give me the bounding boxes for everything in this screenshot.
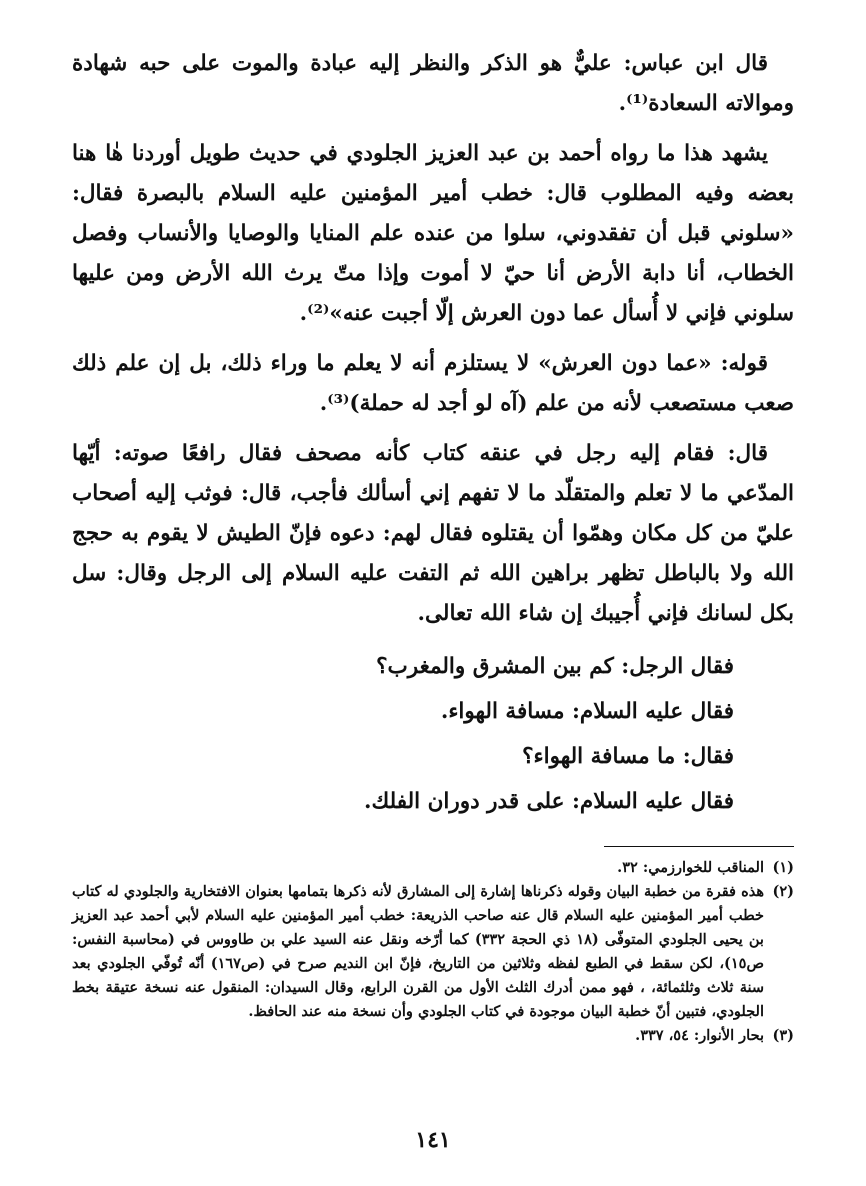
- footnote-number: (١): [772, 859, 794, 876]
- main-text: [72, 44, 794, 824]
- footnote-number: (٢): [772, 883, 794, 900]
- paragraph-man-question: قال: فقام إليه رجل في عنقه كتاب كأنه مصحف فقال رافعًا صوته: أيّها المدّعي ما لا تعلم والمتقلّد ما لا تفهم إني أسألك فأجب، قال: فوثب إليه أصحاب عليّ من كل مكان وهمّوا أن يقتلوه فقال لهم: دعوه فإنّ الطيش لا يقوم به حجج الله ولا بالباطل تظهر براهين الله ثم التفت عليه السلام إلى الرجل وقال: سل بكل لسانك فإني أُجيبك إن شاء الله تعالى.: [72, 441, 794, 626]
- footnote-3: [72, 1024, 794, 1048]
- footnotes: [72, 856, 794, 1048]
- paragraph-ibn-abbas: قال ابن عباس: عليٌّ هو الذكر والنظر إليه عبادة والموت على حبه شهادة وموالاته السعادة⁽¹⁾.: [72, 51, 794, 116]
- footnote-divider: [604, 846, 794, 847]
- footnote-1: [72, 856, 794, 880]
- footnote-number: (٣): [772, 1027, 794, 1044]
- paragraph-jaludi-narration: يشهد هذا ما رواه أحمد بن عبد العزيز الجلودي في حديث طويل أوردنا هٰا هنا بعضه وفيه المطلوب قال: خطب أمير المؤمنين عليه السلام بالبصرة فقال: «سلوني قبل أن تفقدوني، سلوا من عنده علم المنايا والوصايا والأنساب وفصل الخطاب، أنا دابة الأرض أنا حيّ لا أموت وإذا متّ يرث الله الأرض ومن عليها سلوني فإني لا أُسأل عما دون العرش إلّا أجبت عنه»⁽²⁾.: [72, 141, 794, 326]
- dialogue-line: فقال: ما مسافة الهواء؟: [522, 744, 734, 769]
- footnote-text: بحار الأنوار: ٥٤، ٣٣٧.: [635, 1027, 764, 1044]
- dialogue-line: فقال عليه السلام: على قدر دوران الفلك.: [363, 789, 734, 814]
- footnote-text: المناقب للخوارزمي: ٣٢.: [617, 859, 764, 876]
- page-number: ١٤١: [415, 1127, 451, 1153]
- paragraph-commentary: قوله: «عما دون العرش» لا يستلزم أنه لا يعلم ما وراء ذلك، بل إن علم ذلك صعب مستصعب لأنه من علم (آه لو أجد له حملة)⁽³⁾.: [72, 351, 794, 416]
- dialogue-block: [72, 644, 734, 824]
- footnote-2: [72, 880, 794, 1024]
- dialogue-line: فقال عليه السلام: مسافة الهواء.: [440, 699, 734, 724]
- dialogue-line: فقال الرجل: كم بين المشرق والمغرب؟: [376, 654, 734, 679]
- footnote-text: هذه فقرة من خطبة البيان وقوله ذكرناها إشارة إلى المشارق لأنه ذكرها بتمامها بعنوان الافتخارية والجلودي له كتاب خطب أمير المؤمنين عليه السلام قال عنه صاحب الذريعة: خطب أمير المؤمنين عليه السلام لأبي أحمد عبد العزيز بن يحيى الجلودي المتوفّى (١٨ ذي الحجة ٣٣٢) كما أرّخه ونقل عنه السيد علي بن طاووس في (محاسبة النفس: ص١٥)، لكن سقط في الطبع لفظه وثلاثين من التاريخ، فإنّ ابن النديم صرح في (ص١٦٧) أنّه تُوفّي الجلودي بعد سنة ثلاث وثلثمائة، ، فهو ممن أدرك الثلث الأول من القرن الرابع، وقال السيدان: المنقول عنه نسخة عتيقة بخط الجلودي، فتبين أنّ خطبة البيان موجودة في كتاب الجلودي وأن نسخة منه عند الحافظ.: [72, 883, 764, 1020]
